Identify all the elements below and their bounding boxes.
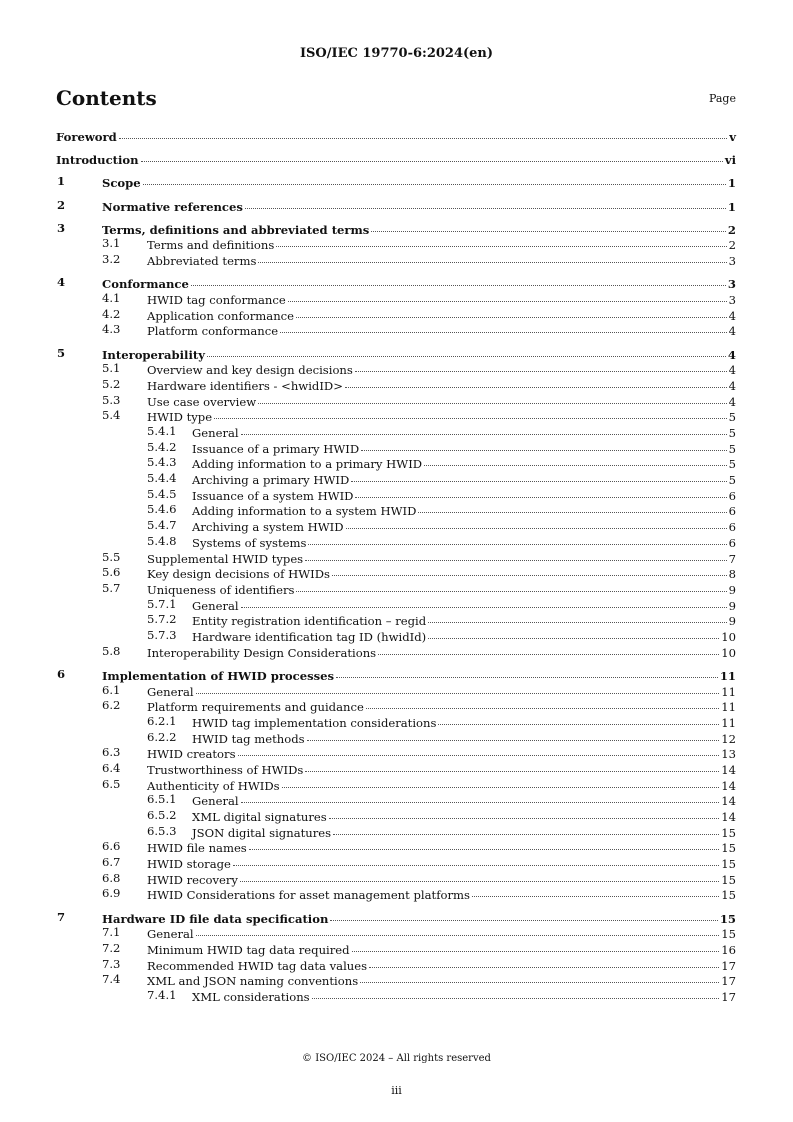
toc-entry-number: 5.4.7 [147,518,177,533]
toc-entry-title: Systems of systems [192,535,307,550]
table-of-contents [0,128,793,1004]
toc-entry-number: 5.4 [102,408,121,423]
dot-leader [438,712,719,725]
toc-entry-page: 2 [728,238,736,253]
toc-entry-title: Key design decisions of HWIDs [147,567,330,582]
toc-entry-number: 7.4 [102,972,121,987]
dot-leader [258,250,726,263]
toc-entry-page: 15 [721,888,736,903]
dot-leader [378,642,719,655]
toc-entry-page: 6 [728,504,736,519]
toc-entry-title: Interoperability Design Considerations [147,645,377,660]
toc-entry-title: Interoperability [102,347,205,362]
dot-leader [366,696,719,709]
toc-entry-number: 2 [57,197,66,212]
toc-entry-page: 14 [721,810,736,824]
dot-leader [336,665,718,678]
toc-entry-title: HWID storage [147,857,231,872]
toc-entry-number: 5.4.1 [147,424,177,438]
toc-entry-title: XML digital signatures [192,810,327,824]
toc-entry-page: 1 [727,199,736,214]
toc-entry-title: HWID creators [147,747,236,762]
toc-entry-title: General [192,794,239,809]
toc-entry-page: 10 [721,629,736,644]
toc-entry-page: 3 [728,254,736,269]
toc-entry-page: 4 [728,324,736,339]
toc-entry-number: 4.1 [102,291,121,305]
toc-entry-page: 14 [721,794,736,809]
toc-entry-page: 4 [728,308,736,323]
toc-entry-title: General [147,684,194,699]
toc-entry-number: 6.5.1 [147,792,177,807]
toc-entry[interactable] [0,252,793,268]
toc-entry-number: 5.4.2 [147,439,177,454]
toc-entry[interactable] [0,174,793,190]
toc-entry[interactable] [0,322,793,338]
toc-entry-number: 5.4.3 [147,455,177,470]
toc-entry-page: 5 [728,473,736,488]
dot-leader [345,375,727,388]
toc-entry-number: 5.7.1 [147,596,177,611]
toc-entry-number: 7 [57,909,66,924]
toc-entry-page: 9 [728,598,736,613]
dot-leader [296,579,726,592]
toc-entry-page: v [729,130,736,144]
toc-entry-line [147,644,736,662]
toc-entry[interactable] [0,886,793,902]
toc-entry-number: 7.3 [102,956,121,971]
toc-entry[interactable] [0,988,793,1004]
toc-entry-line [56,128,736,146]
dot-leader [355,359,727,372]
dot-leader [214,406,727,419]
toc-entry-number: 5.4.5 [147,486,177,501]
toc-entry-title: Entity registration identification – regid [192,614,427,629]
toc-entry-page: 3 [728,293,736,307]
toc-entry-line [102,174,736,192]
dot-leader [240,869,719,882]
toc-entry-number: 4 [57,275,66,290]
dot-leader [276,234,726,247]
toc-entry-title: General [192,598,239,613]
toc-entry-page: 8 [728,567,736,582]
toc-entry-title: Supplemental HWID types [147,551,304,566]
toc-entry-title: Overview and key design decisions [147,363,353,378]
toc-entry-page: 4 [727,347,736,362]
dot-leader [428,610,726,623]
toc-entry-number: 6.5.2 [147,808,177,822]
toc-entry-title: HWID tag conformance [147,293,286,307]
toc-entry-number: 6.2 [102,698,121,713]
page-title: Contents [56,86,157,110]
page-column-label: Page [708,92,736,105]
toc-entry-page: 11 [719,668,736,683]
toc-entry-title: General [147,927,194,942]
toc-entry-number: 7.4.1 [147,988,177,1003]
toc-entry-page: 17 [721,990,736,1005]
toc-entry-number: 5.8 [102,643,121,658]
toc-entry-number: 5.7.2 [147,612,177,627]
toc-entry-page: 4 [728,363,736,378]
dot-leader [352,939,720,952]
toc-entry-number: 6.5.3 [147,823,177,838]
toc-entry-title: XML considerations [192,990,310,1005]
toc-entry-title: Archiving a primary HWID [192,473,350,488]
dot-leader [424,453,727,466]
toc-entry-page: 15 [721,825,736,840]
toc-entry-title: Abbreviated terms [147,254,257,269]
toc-entry-page: 15 [719,911,736,926]
dot-leader [332,563,727,576]
toc-entry-title: XML and JSON naming conventions [147,974,359,989]
toc-entry[interactable] [0,644,793,660]
toc-entry-number: 6.9 [102,886,121,901]
toc-entry-number: 6.6 [102,839,121,854]
toc-entry-page: 4 [728,394,736,409]
dot-leader [241,790,720,803]
toc-entry-number: 6.5 [102,776,121,791]
toc-entry-page: 14 [721,778,736,793]
dot-leader [351,469,726,482]
toc-entry-number: 5.7.3 [147,627,177,642]
toc-entry-title: Platform requirements and guidance [147,700,364,715]
dot-leader [280,320,727,333]
toc-entry-number: 4.2 [102,306,121,321]
toc-entry-title: Hardware identifiers - <hwidID> [147,378,343,393]
toc-entry-page: 15 [721,872,736,887]
toc-entry-title: Trustworthiness of HWIDs [147,762,304,777]
toc-entry-title: HWID file names [147,841,247,856]
toc-entry-line [147,886,736,904]
toc-entry-title: Conformance [102,277,189,292]
toc-entry-page: 11 [721,684,736,699]
toc-entry-number: 6.8 [102,870,121,885]
dot-leader [207,344,726,357]
toc-entry-page: 9 [728,614,736,629]
toc-entry-title: HWID tag implementation considerations [192,715,437,730]
toc-entry-number: 6 [57,666,66,681]
toc-entry-title: Adding information to a system HWID [192,504,417,519]
toc-entry-number: 5.4.6 [147,502,177,517]
toc-entry-number: 6.2.2 [147,729,177,744]
page-number: iii [391,1084,402,1097]
dot-leader [245,196,726,209]
toc-entry-page: 5 [728,426,736,440]
toc-entry-title: Introduction [56,153,139,168]
toc-entry-title: Recommended HWID tag data values [147,958,368,973]
toc-entry-page: 15 [721,841,736,856]
toc-entry-page: 1 [727,176,736,191]
document-header: ISO/IEC 19770-6:2024(en) [299,46,494,61]
toc-entry-number: 5.2 [102,376,121,391]
toc-entry-page: 11 [721,715,736,730]
dot-leader [355,485,726,498]
toc-entry-title: JSON digital signatures [192,825,332,840]
dot-leader [361,438,726,451]
dot-leader [143,172,726,185]
dot-leader [241,595,727,608]
toc-entry-number: 3.2 [102,252,121,267]
toc-entry-title: Issuance of a primary HWID [192,441,360,456]
toc-entry-title: HWID Considerations for asset management platforms [147,888,470,903]
toc-entry-line [56,151,736,169]
toc-entry-page: 9 [728,582,736,597]
toc-entry-title: HWID tag methods [192,731,305,746]
dot-leader [305,548,726,561]
dot-leader [307,728,720,741]
dot-leader [305,759,719,772]
toc-entry-page: 6 [728,535,736,550]
dot-leader [330,908,717,921]
toc-entry-number: 5.1 [102,361,121,376]
toc-entry-number: 6.1 [102,682,121,697]
dot-leader [428,626,719,639]
toc-entry-line [147,252,736,270]
toc-entry-line [102,198,736,216]
toc-entry-page: 4 [728,378,736,393]
dot-leader [312,986,720,999]
dot-leader [191,273,726,286]
dot-leader [296,305,727,318]
toc-entry-page: 12 [721,731,736,746]
toc-entry-page: 7 [728,551,736,566]
toc-entry-page: 5 [728,441,736,456]
toc-entry-title: Hardware ID file data specification [102,911,329,926]
toc-entry-line [147,322,736,340]
toc-entry-number: 7.1 [102,925,121,940]
toc-entry-page: 17 [721,974,736,989]
toc-entry-page: 17 [721,958,736,973]
toc-entry[interactable] [0,198,793,214]
toc-entry-number: 5.4.4 [147,471,177,486]
toc-entry-number: 7.2 [102,941,121,955]
toc-entry-title: Application conformance [147,308,295,323]
toc-entry-title: Authenticity of HWIDs [147,778,280,793]
toc-entry-title: Scope [102,176,141,191]
toc-entry-title: General [192,426,239,440]
dot-leader [472,884,719,897]
toc-entry-page: 2 [727,222,736,237]
toc-entry-number: 5.7 [102,580,121,595]
dot-leader [249,837,719,850]
dot-leader [371,219,726,232]
dot-leader [119,126,728,139]
toc-entry-page: 10 [721,645,736,660]
toc-entry-number: 6.4 [102,760,121,775]
toc-entry-number: 5.3 [102,392,121,407]
toc-entry-page: 15 [721,927,736,942]
toc-entry-title: Uniqueness of identifiers [147,582,295,597]
dot-leader [418,500,726,513]
toc-entry-page: 3 [727,277,736,292]
toc-entry-number: 5 [57,345,66,360]
toc-entry-title: Platform conformance [147,324,279,339]
toc-entry-page: 5 [728,457,736,472]
toc-entry-title: Minimum HWID tag data required [147,943,350,957]
toc-entry-page: 5 [728,410,736,425]
toc-entry-page: vi [724,153,736,168]
toc-entry-page: 13 [721,747,736,762]
toc-entry-page: 11 [721,700,736,715]
toc-entry-title: Hardware identification tag ID (hwidId) [192,629,427,644]
toc-entry-number: 6.7 [102,855,121,870]
toc-entry-number: 3 [57,220,66,235]
toc-entry-title: Issuance of a system HWID [192,488,354,503]
toc-entry-title: Archiving a system HWID [192,520,344,535]
toc-entry-page: 16 [721,943,736,957]
toc-entry[interactable] [0,128,793,144]
dot-leader [329,806,720,819]
toc-entry-number: 4.3 [102,322,121,337]
toc-entry-number: 5.5 [102,549,121,564]
dot-leader [308,532,726,545]
dot-leader [238,743,720,756]
toc-entry-number: 6.3 [102,745,121,760]
toc-entry-title: Use case overview [147,394,257,409]
toc-entry-title: Terms and definitions [147,238,275,253]
toc-entry-title: Normative references [102,199,243,214]
toc-entry-title: Foreword [56,130,117,144]
toc-entry-title: HWID recovery [147,872,238,887]
toc-entry-number: 5.6 [102,565,121,580]
dot-leader [360,970,719,983]
toc-entry-title: Adding information to a primary HWID [192,457,423,472]
dot-leader [333,822,719,835]
dot-leader [258,391,726,404]
dot-leader [233,853,719,866]
dot-leader [196,923,720,936]
toc-entry[interactable] [0,151,793,167]
toc-entry-page: 15 [721,857,736,872]
toc-entry-page: 6 [728,520,736,535]
dot-leader [282,775,720,788]
dot-leader [369,955,719,968]
copyright-footer: © ISO/IEC 2024 – All rights reserved [302,1053,491,1064]
toc-entry-title: HWID type [147,410,213,425]
toc-entry-page: 6 [728,488,736,503]
toc-entry-page: 14 [721,762,736,777]
toc-entry-number: 3.1 [102,236,121,251]
toc-entry-title: Terms, definitions and abbreviated terms [102,222,370,237]
dot-leader [288,289,727,302]
dot-leader [196,681,720,694]
toc-entry-line [192,988,736,1006]
dot-leader [346,516,727,529]
toc-entry-number: 1 [57,174,66,189]
dot-leader [141,149,723,162]
dot-leader [241,422,727,435]
toc-entry-number: 5.4.8 [147,533,177,548]
toc-entry-title: Implementation of HWID processes [102,668,335,683]
toc-entry-number: 6.2.1 [147,713,177,728]
